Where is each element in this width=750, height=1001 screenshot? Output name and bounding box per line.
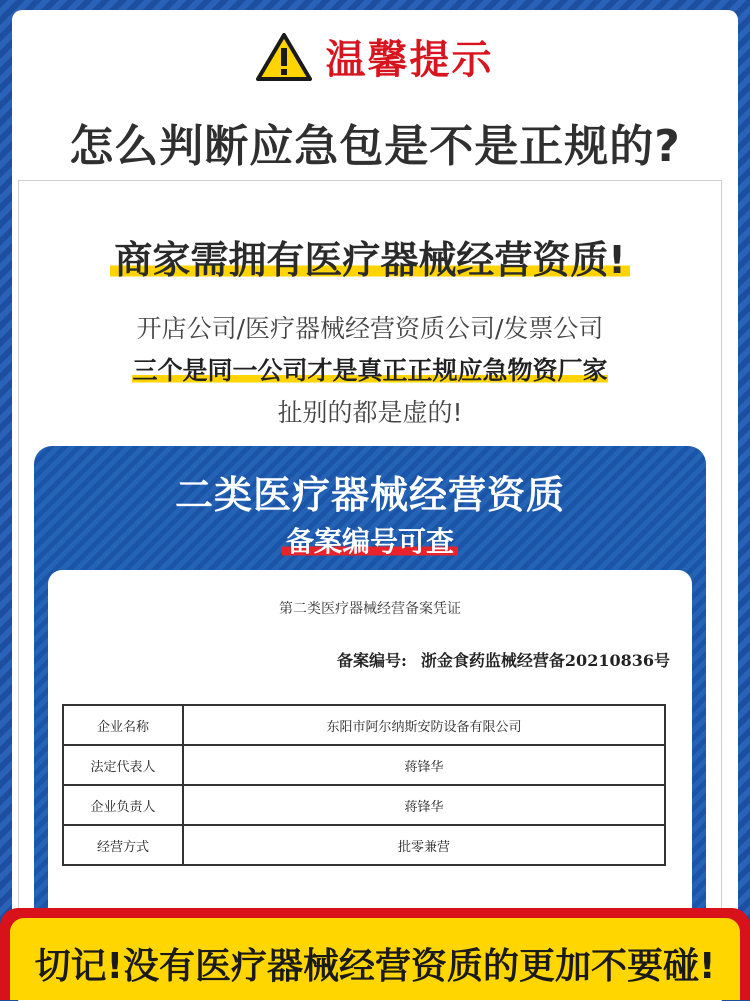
certificate-image <box>48 570 692 946</box>
certificate-table <box>62 704 666 866</box>
row-value: 蒋锋华 <box>183 785 665 825</box>
qualification-box-subtitle: 备案编号可查 <box>34 520 706 560</box>
record-number <box>337 648 670 671</box>
table-row <box>63 825 665 865</box>
header <box>12 10 738 186</box>
certificate-heading: 第二类医疗器械经营备案凭证 <box>279 601 461 617</box>
row-key: 企业名称 <box>63 705 183 745</box>
row-key: 企业负责人 <box>63 785 183 825</box>
record-value: 浙金食药监械经营备20210836号 <box>420 651 670 670</box>
table-row <box>63 745 665 785</box>
row-key: 法定代表人 <box>63 745 183 785</box>
table-row <box>63 785 665 825</box>
warning-line: 扯别的都是虚的! <box>277 398 463 427</box>
page-question: 怎么判断应急包是不是正规的? <box>69 121 681 172</box>
footer-banner <box>0 908 750 1000</box>
record-label: 备案编号: <box>337 651 407 670</box>
row-value: 蒋锋华 <box>183 745 665 785</box>
table-row <box>63 705 665 745</box>
footer-inner <box>10 918 740 1000</box>
company-line: 开店公司/医疗器械经营资质公司/发票公司 <box>136 314 604 343</box>
warning-triangle-icon <box>256 32 312 82</box>
hint-title: 温馨提示 <box>325 37 494 83</box>
footer-warning-text: 切记!没有医疗器械经营资质的更加不要碰! <box>34 946 716 987</box>
row-key: 经营方式 <box>63 825 183 865</box>
row-value: 东阳市阿尔纳斯安防设备有限公司 <box>183 705 665 745</box>
qualification-heading: 商家需拥有医疗器械经营资质! <box>19 229 721 284</box>
hint-row <box>12 28 738 86</box>
same-company-line: 三个是同一公司才是真正正规应急物资厂家 <box>132 356 608 385</box>
qualification-box-title: 二类医疗器械经营资质 <box>174 473 565 517</box>
row-value: 批零兼营 <box>183 825 665 865</box>
qualification-box <box>34 446 706 946</box>
